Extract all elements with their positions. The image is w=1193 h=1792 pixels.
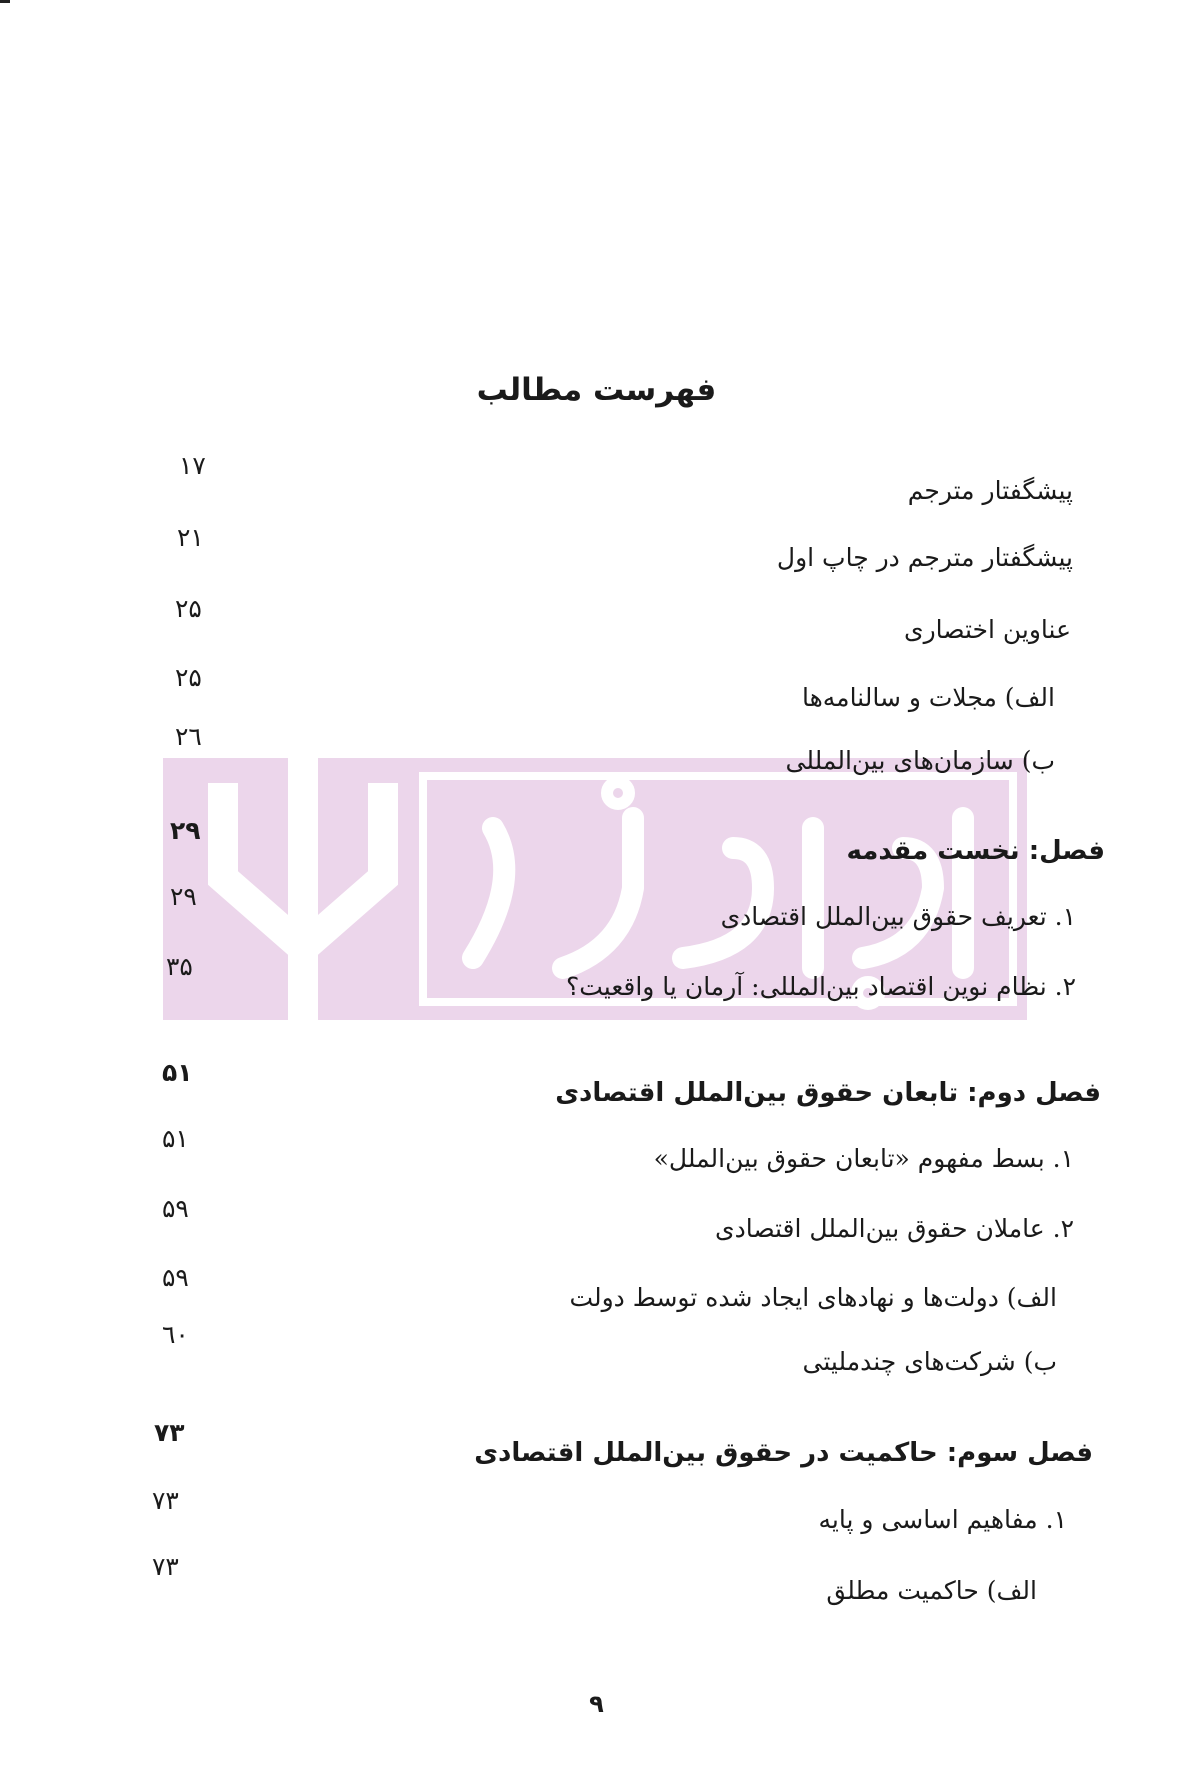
- toc-entry-page: ۲۹: [170, 882, 197, 911]
- toc-entry-page: ۲٦: [175, 722, 202, 751]
- toc-entry-page: ۵۹: [162, 1194, 189, 1223]
- toc-entry-page: ۳۵: [166, 952, 193, 981]
- page-title: فهرست مطالب: [476, 372, 717, 408]
- toc-chapter-heading: فصل سوم: حاکمیت در حقوق بین‌الملل اقتصادی: [474, 1438, 1093, 1468]
- toc-entry-text: الف) مجلات و سالنامه‌ها: [801, 683, 1055, 712]
- toc-chapter-heading: فصل: نخست مقدمه: [846, 836, 1105, 866]
- toc-entry-text: ب) شرکت‌های چندملیتی: [802, 1347, 1057, 1376]
- toc-entry-text: ۱. تعریف حقوق بین‌الملل اقتصادی: [720, 902, 1076, 931]
- toc-entry-text: عناوین اختصاری: [904, 615, 1071, 644]
- toc-entry-page: ٦۰: [162, 1320, 189, 1349]
- toc-entry-text: ۱. بسط مفهوم «تابعان حقوق بین‌الملل»: [653, 1144, 1074, 1173]
- toc-entry-page: ۲۵: [175, 663, 202, 692]
- toc-entry-text: ۲. نظام نوین اقتصاد بین‌المللی: آرمان یا واقعیت؟: [565, 972, 1076, 1001]
- toc-chapter-page: ۵۱: [162, 1058, 193, 1087]
- toc-entry-page: ۱۷: [179, 451, 206, 480]
- scan-edge-mark: [0, 0, 10, 3]
- toc-entry-text: پیشگفتار مترجم در چاپ اول: [776, 543, 1073, 572]
- toc-entry-text: الف) دولت‌ها و نهادهای ایجاد شده توسط دولت: [569, 1283, 1057, 1312]
- toc-entry-page: ۲۱: [177, 523, 204, 552]
- toc-entry-page: ۲۵: [175, 594, 202, 623]
- toc-entry-text: ۲. عاملان حقوق بین‌الملل اقتصادی: [715, 1214, 1074, 1243]
- toc-entry-page: ۵۱: [162, 1124, 189, 1153]
- toc-entry-page: ۷۳: [152, 1552, 179, 1581]
- page-number: ۹: [589, 1690, 604, 1718]
- toc-entry-text: الف) حاکمیت مطلق: [826, 1576, 1037, 1605]
- toc-entry-text: ب) سازمان‌های بین‌المللی: [785, 746, 1055, 775]
- toc-entry-text: ۱. مفاهیم اساسی و پایه: [818, 1505, 1067, 1534]
- toc-entry-text: پیشگفتار مترجم: [907, 476, 1073, 505]
- toc-chapter-heading: فصل دوم: تابعان حقوق بین‌الملل اقتصادی: [555, 1078, 1101, 1108]
- toc-chapter-page: ۷۳: [154, 1418, 185, 1447]
- toc-chapter-page: ۲۹: [170, 816, 201, 845]
- toc-entry-page: ۵۹: [162, 1263, 189, 1292]
- toc-entry-page: ۷۳: [152, 1486, 179, 1515]
